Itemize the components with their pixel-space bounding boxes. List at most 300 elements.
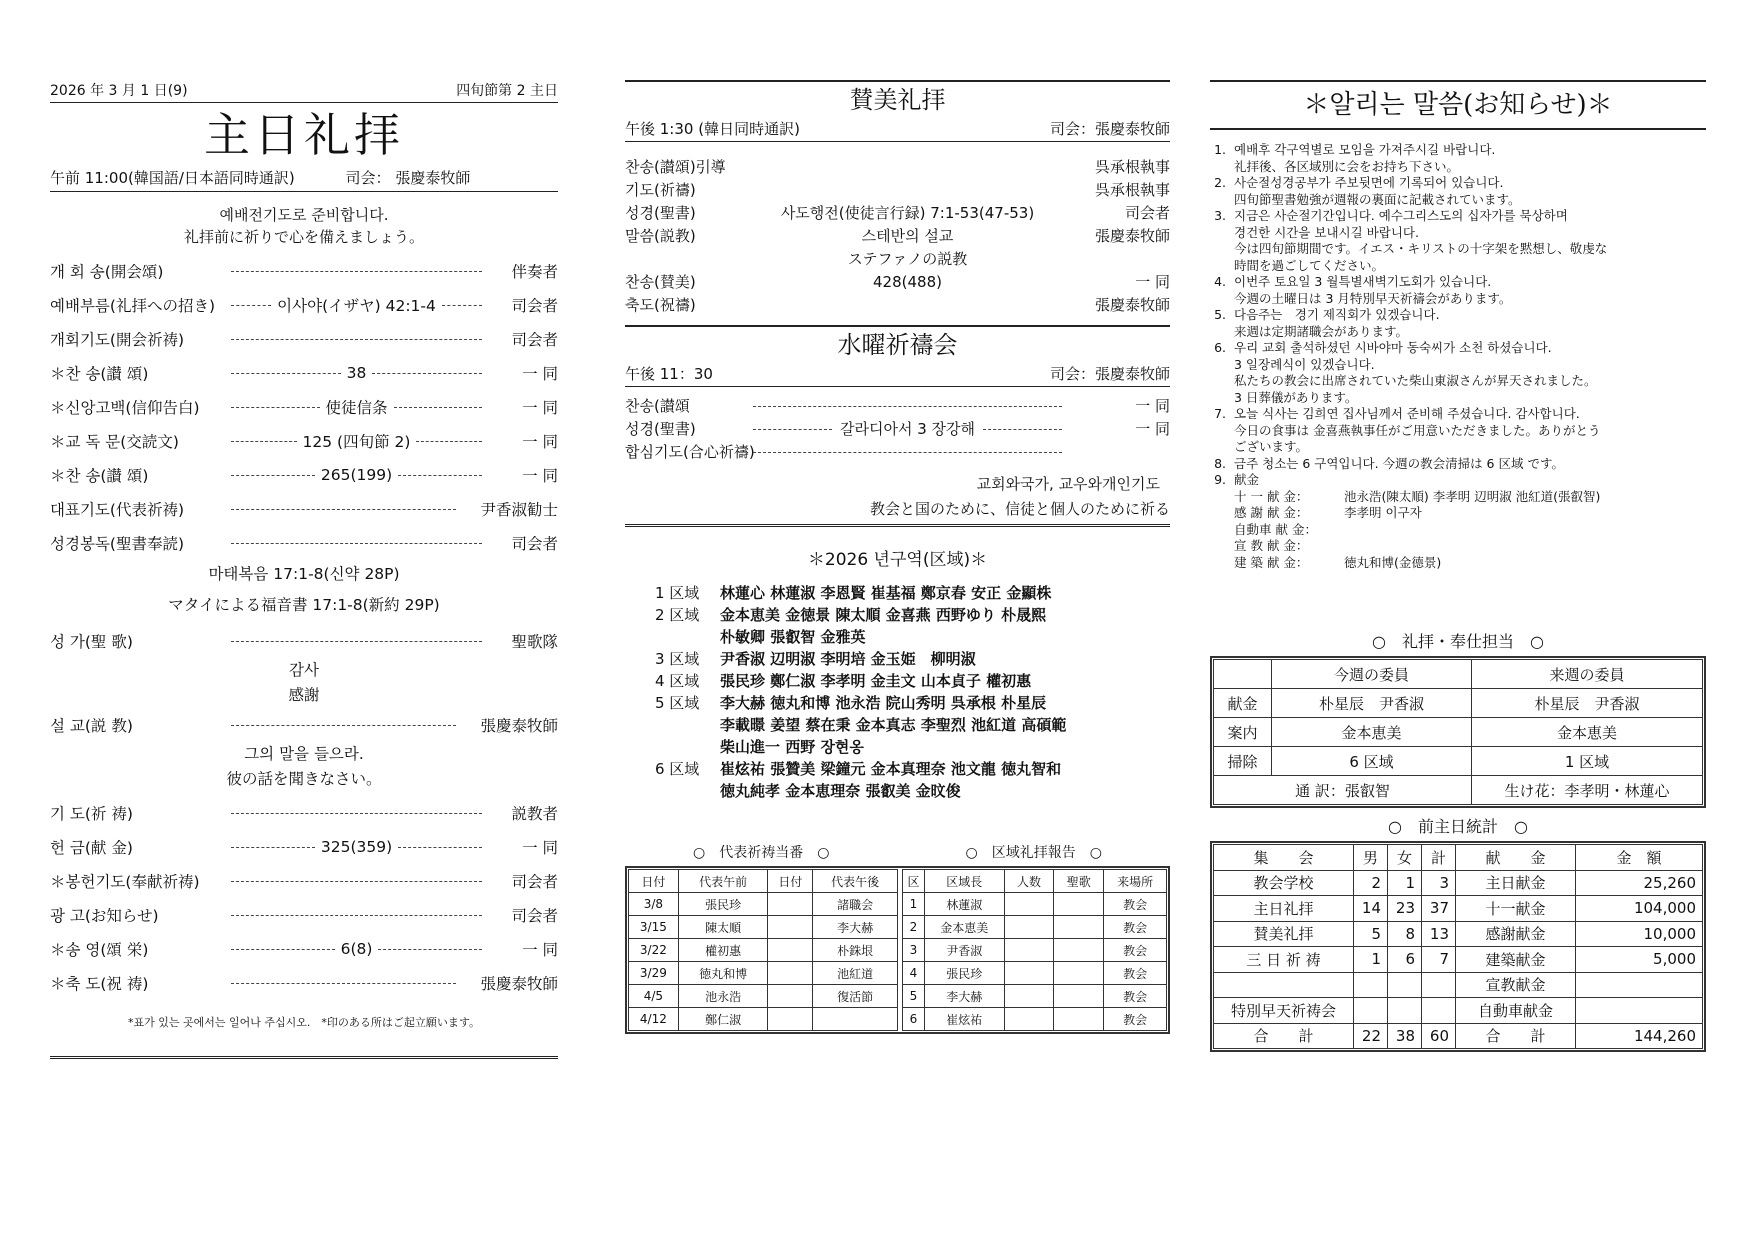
table-cell	[1004, 939, 1054, 962]
leader-dots	[442, 305, 482, 306]
scripture-jp: マタイによる福音書 17:1-8(新約 29P)	[168, 596, 440, 614]
order-item-name: ＊봉헌기도(奉献祈祷)	[50, 873, 200, 891]
notice-text	[1234, 175, 1706, 208]
offering-type: 感 謝 献 金：	[1234, 505, 1309, 520]
table-cell: 7	[1422, 947, 1456, 973]
table-cell	[1004, 1008, 1054, 1031]
leader-dots	[231, 983, 456, 984]
leader-dots	[753, 452, 1062, 453]
region-row	[625, 692, 1170, 714]
order-item-leader: 司会者	[511, 535, 558, 553]
program-leader: 張慶泰牧師	[1094, 227, 1170, 245]
table-cell: 2	[903, 916, 925, 939]
table-cell: 鄭仁淑	[678, 1008, 768, 1031]
order-item-detail	[225, 813, 488, 814]
region-report-row	[903, 916, 1167, 939]
order-item-detail	[225, 364, 488, 382]
region-number: 6 区域	[655, 760, 700, 778]
region-report-title: ○ 区域礼拝報告 ○	[965, 845, 1102, 861]
flowers-cell: 生け花：李孝明・林蓮心	[1472, 776, 1703, 805]
table-cell: 6	[903, 1008, 925, 1031]
stats-table-frame	[1210, 841, 1706, 1052]
table-cell: 主日礼拝	[1214, 896, 1354, 922]
region-number: 1 区域	[655, 584, 700, 602]
program-row	[625, 441, 1170, 464]
order-item	[50, 526, 558, 560]
table-cell: 3	[903, 939, 925, 962]
stats-row	[1214, 896, 1703, 922]
table-cell	[1388, 998, 1422, 1024]
table-cell: 3/29	[629, 962, 679, 985]
notice-line: 今日の食事は 金喜燕執事任がご用意いただきました。ありがとう	[1234, 422, 1601, 438]
table-cell: 教会学校	[1214, 870, 1354, 896]
table-cell: 建築献金	[1456, 947, 1576, 973]
order-item-sermon	[50, 708, 558, 742]
region-report-row	[903, 962, 1167, 985]
region-list	[625, 582, 1170, 802]
table-cell	[1054, 962, 1104, 985]
wednesday-topic-ko: 교회와국가, 교우와개인기도	[976, 475, 1160, 493]
duty-row	[1214, 689, 1703, 718]
notice-text	[1234, 472, 1706, 489]
leader-dots	[231, 949, 335, 950]
table-cell: 案内	[1214, 718, 1272, 747]
order-item-leader: 一 同	[522, 839, 558, 857]
program-leader: 一 同	[1135, 420, 1171, 438]
notice-line: 다음주는 경기 제직회가 있겠습니다.	[1234, 307, 1440, 322]
table-header-row	[1214, 660, 1703, 689]
region-report-row	[903, 985, 1167, 1008]
table-cell	[813, 1008, 898, 1031]
table-cell: 陳太順	[678, 916, 768, 939]
table-cell	[1576, 998, 1703, 1024]
program-leader: 一 同	[1135, 397, 1170, 415]
order-item	[50, 492, 558, 526]
leader-dots	[231, 441, 297, 442]
program-part: 찬송(讃頌	[625, 397, 690, 415]
region-members: 金本恵美 金徳景 陳太順 金喜燕 西野ゆり 朴晟熙	[720, 606, 1047, 624]
order-item-name: 성경봉독(聖書奉読)	[50, 535, 184, 553]
order-item-leader: 一 同	[522, 433, 558, 451]
table-cell	[768, 916, 813, 939]
page-title: 主日礼拝	[204, 108, 404, 162]
notice-item	[1210, 406, 1706, 456]
table-cell: 2	[1354, 870, 1388, 896]
table-cell: 三 日 祈 祷	[1214, 947, 1354, 973]
order-item	[50, 288, 558, 322]
table-header-cell: 今週の委員	[1272, 660, 1472, 689]
table-header-cell: 献 金	[1456, 845, 1576, 871]
order-item-name: ＊신앙고백(信仰告白)	[50, 399, 200, 417]
order-item	[50, 322, 558, 356]
table-cell: 23	[1388, 896, 1422, 922]
prayer-duty-row	[629, 939, 898, 962]
notice-item	[1210, 175, 1706, 208]
table-header-cell: 男	[1354, 845, 1388, 871]
leader-dots	[398, 847, 482, 848]
notices-title: ＊알리는 말씀(お知らせ)＊	[1210, 82, 1706, 130]
table-header-cell: 金 額	[1576, 845, 1703, 871]
notice-line: 사순절성경공부가 주보뒷면에 기록되어 있습니다.	[1234, 175, 1504, 190]
order-item-leader: 司会者	[511, 907, 558, 925]
anthem-title-ko: 감사	[289, 661, 319, 679]
praise-worship-info	[625, 118, 1170, 142]
table-cell: 林蓮淑	[924, 893, 1004, 916]
order-item-name: ＊송 영(頌 栄)	[50, 941, 149, 959]
offering-type: 宣 教 献 金：	[1234, 538, 1309, 553]
program-row	[625, 179, 1170, 202]
notice-line: 今週の土曜日は 3 月特別早天祈禱会があります。	[1234, 290, 1512, 306]
order-item-name: 기 도(祈 祷)	[50, 805, 133, 823]
leader-dots	[231, 813, 482, 814]
table-cell: 復活節	[813, 985, 898, 1008]
standing-note: *표가 있는 곳에서는 일어나 주십시오. *印のある所はご起立願います。	[128, 1016, 480, 1029]
table-cell: 金本恵美	[1472, 718, 1703, 747]
table-cell: 144,260	[1576, 1023, 1703, 1049]
region-report-row	[903, 893, 1167, 916]
praise-and-prayer-column	[625, 80, 1170, 1034]
notice-number: 7.	[1214, 406, 1226, 421]
table-header-cell: 来場所	[1104, 870, 1167, 893]
prayer-duty-row	[629, 985, 898, 1008]
order-item-name: 예배부름(礼拝への招き)	[50, 297, 215, 315]
notice-line: 경건한 시간을 보내시길 바랍니다.	[1234, 224, 1419, 240]
notice-item	[1210, 472, 1706, 489]
service-time: 午前 11:00(韓国語/日本語同時通訳)	[50, 169, 295, 187]
table-cell: 1	[1354, 947, 1388, 973]
table-cell: 朴星辰 尹香淑	[1272, 689, 1472, 718]
table-cell: 掃除	[1214, 747, 1272, 776]
notice-line: 예배후 각구역별로 모임을 가져주시길 바랍니다.	[1234, 142, 1496, 157]
table-header-cell: 代表午前	[678, 870, 768, 893]
program-detail	[745, 156, 1070, 179]
order-item-leader: 一 同	[522, 941, 558, 959]
region-members: 徳丸純孝 金本恵理奈 張叡美 金旼俊	[720, 782, 961, 800]
region-number	[655, 780, 720, 802]
order-item-leader: 司会者	[511, 331, 558, 349]
stats-row	[1214, 998, 1703, 1024]
order-item-value: 125 (四旬節 2)	[302, 433, 411, 451]
region-members: 崔炫祐 張贊美 梁鐘元 金本真理奈 池文龍 徳丸智和	[720, 760, 1062, 778]
praise-time: 午後 1:30 (韓日同時通訳)	[625, 120, 800, 138]
order-item-leader: 尹香淑勧士	[480, 501, 558, 519]
order-item	[50, 254, 558, 288]
table-cell: 3/8	[629, 893, 679, 916]
order-of-worship-part1	[50, 254, 558, 560]
notice-line: 지금은 사순절기간입니다. 예수그리스도의 십자가를 묵상하며	[1234, 208, 1568, 223]
prayer-duty-title: ○ 代表祈祷当番 ○	[693, 845, 830, 861]
table-cell: 十一献金	[1456, 896, 1576, 922]
order-item-name: 대표기도(代表祈祷)	[50, 501, 184, 519]
order-item	[50, 966, 558, 1000]
table-cell: 合 計	[1214, 1023, 1354, 1049]
table-cell: 8	[1388, 921, 1422, 947]
prayer-duty-row	[629, 962, 898, 985]
service-info	[50, 167, 558, 192]
table-header-cell: 集 会	[1214, 845, 1354, 871]
table-cell: 主日献金	[1456, 870, 1576, 896]
order-item-detail	[225, 940, 488, 958]
duty-footer-row	[1214, 776, 1703, 805]
order-item-name: 개 회 송(開会頌)	[50, 263, 164, 281]
stats-title: ○ 前主日統計 ○	[1388, 817, 1528, 836]
leader-dots	[231, 881, 482, 882]
program-part	[625, 248, 745, 271]
wednesday-time: 午後 11：30	[625, 365, 713, 383]
table-cell	[768, 893, 813, 916]
leader-dots	[231, 509, 456, 510]
table-cell: 金本恵美	[924, 916, 1004, 939]
table-cell: 6 区域	[1272, 747, 1472, 776]
order-item-detail	[225, 509, 462, 510]
table-cell: 3	[1422, 870, 1456, 896]
table-cell	[1004, 985, 1054, 1008]
leader-dots	[416, 441, 482, 442]
tables-frame	[625, 866, 1170, 1034]
order-item-detail	[225, 915, 488, 916]
order-item-detail	[225, 466, 488, 484]
program-leader	[1070, 248, 1170, 271]
notice-number: 1.	[1214, 142, 1226, 157]
program-row	[625, 156, 1170, 179]
order-of-worship-part2	[50, 796, 558, 1000]
order-item-leader: 聖歌隊	[511, 633, 558, 651]
table-cell: 37	[1422, 896, 1456, 922]
region-number: 5 区域	[655, 694, 700, 712]
table-cell: 献金	[1214, 689, 1272, 718]
stats-row	[1214, 972, 1703, 998]
program-row	[625, 271, 1170, 294]
table-header-cell: 来週の委員	[1472, 660, 1703, 689]
program-row	[625, 395, 1170, 418]
region-number: 4 区域	[655, 672, 700, 690]
order-item-detail	[225, 396, 488, 418]
order-item-detail	[225, 983, 462, 984]
table-header-cell	[1214, 660, 1272, 689]
notice-line: 時間を過ごしてください。	[1234, 257, 1385, 273]
order-item	[50, 424, 558, 458]
table-cell: 賛美礼拝	[1214, 921, 1354, 947]
order-item-detail	[225, 430, 488, 452]
table-cell	[1422, 972, 1456, 998]
leader-dots	[231, 339, 482, 340]
order-item-leader: 伴奏者	[511, 263, 558, 281]
wednesday-program	[625, 395, 1170, 464]
table-cell	[1576, 972, 1703, 998]
leader-dots	[231, 915, 482, 916]
notice-item	[1210, 340, 1706, 406]
order-item-leader: 張慶泰牧師	[480, 717, 558, 735]
table-cell: 4/12	[629, 1008, 679, 1031]
program-part: 말씀(説教)	[625, 227, 696, 245]
notice-number: 6.	[1214, 340, 1226, 355]
program-part: 합심기도(合心祈禱)	[625, 443, 755, 461]
region-number: 2 区域	[655, 606, 700, 624]
table-cell: 22	[1354, 1023, 1388, 1049]
program-row	[625, 248, 1170, 271]
table-cell: 3/15	[629, 916, 679, 939]
program-leader: 司会者	[1124, 204, 1170, 222]
table-cell: 張民珍	[924, 962, 1004, 985]
notice-number: 2.	[1214, 175, 1226, 190]
stats-row	[1214, 870, 1703, 896]
order-item-anthem	[50, 624, 558, 658]
notice-item	[1210, 456, 1706, 473]
table-header-cell: 女	[1388, 845, 1422, 871]
notice-line: 금주 청소는 6 구역입니다. 今週の教会清掃は 6 区域 です。	[1234, 455, 1564, 471]
order-item-value: 265(199)	[320, 466, 393, 484]
region-members: 李大赫 徳丸和博 池永浩 院山秀明 呉承根 朴星辰	[720, 694, 1047, 712]
order-item-value: 이사야(イザヤ) 42:1-4	[277, 297, 436, 315]
order-item	[50, 390, 558, 424]
order-item-leader: 張慶泰牧師	[480, 975, 558, 993]
program-detail: 428(488)	[873, 273, 942, 291]
interpreter-cell: 通 訳：張叡智	[1214, 776, 1472, 805]
sunday-worship-column	[50, 80, 558, 1059]
order-item-name: ＊축 도(祝 祷)	[50, 975, 149, 993]
praise-host: 司会：張慶泰牧師	[1049, 120, 1170, 138]
order-item-name: 설 교(説 教)	[50, 717, 133, 735]
region-row	[625, 604, 1170, 626]
offering-row	[1210, 538, 1706, 555]
table-cell: 宣教献金	[1456, 972, 1576, 998]
region-members: 林蓮心 林蓮淑 李恩賢 崔基福 鄭京春 安正 金顯株	[720, 584, 1052, 602]
wednesday-topic-jp: 教会と国のために、信徒と個人のために祈る	[869, 500, 1170, 518]
leader-dots	[983, 429, 1062, 430]
offering-row	[1210, 489, 1706, 506]
notice-item	[1210, 307, 1706, 340]
table-header-cell: 代表午後	[813, 870, 898, 893]
table-cell: 教会	[1104, 1008, 1167, 1031]
region-row	[625, 582, 1170, 604]
table-cell: 4	[903, 962, 925, 985]
table-header-cell: 人数	[1004, 870, 1054, 893]
offering-list	[1210, 489, 1706, 572]
notice-number: 5.	[1214, 307, 1226, 322]
region-members: 尹香淑 辺明淑 李明培 金玉姫 柳明淑	[720, 650, 976, 668]
table-cell: 104,000	[1576, 896, 1703, 922]
table-cell: 朴銖垠	[813, 939, 898, 962]
table-cell: 6	[1388, 947, 1422, 973]
table-cell	[1354, 998, 1388, 1024]
table-cell	[768, 962, 813, 985]
prayer-duty-row	[629, 916, 898, 939]
table-cell: 朴星辰 尹香淑	[1472, 689, 1703, 718]
order-item-leader: 一 同	[522, 365, 558, 383]
order-item	[50, 356, 558, 390]
offering-names: 池永浩(陳太順) 李孝明 辺明淑 池紅道(張叡智)	[1344, 488, 1601, 504]
order-item	[50, 932, 558, 966]
program-detail: 갈라디아서 3 장강해	[840, 420, 976, 438]
program-row	[625, 202, 1170, 225]
program-row	[625, 418, 1170, 441]
stats-row	[1214, 921, 1703, 947]
program-part: 성경(聖書)	[625, 204, 696, 222]
region-row	[625, 670, 1170, 692]
stats-table	[1213, 844, 1703, 1049]
notice-line: 私たちの教会に出席されていた柴山東淑さんが昇天されました。	[1234, 373, 1597, 388]
stats-row	[1214, 947, 1703, 973]
order-item-name: 개회기도(開会祈祷)	[50, 331, 184, 349]
table-cell: 5	[1354, 921, 1388, 947]
table-cell: 諸職会	[813, 893, 898, 916]
table-cell	[768, 985, 813, 1008]
section-rule	[625, 524, 1170, 527]
table-cell	[1354, 972, 1388, 998]
table-cell: 25,260	[1576, 870, 1703, 896]
leader-dots	[231, 271, 482, 272]
leader-dots	[231, 373, 341, 374]
notice-line: 今は四旬節期間です。イエス・キリストの十字架を黙想し、敬虔な	[1234, 241, 1608, 256]
praise-worship-title: 賛美礼拝	[849, 86, 946, 114]
region-row	[625, 626, 1170, 648]
region-members: 朴敏卿 張叡智 金雅英	[720, 628, 866, 646]
notice-line: 3 일장례식이 있겠습니다.	[1234, 356, 1375, 372]
order-item	[50, 796, 558, 830]
notice-line: 이번주 토요일 3 월특별새벽기도회가 있습니다.	[1234, 274, 1492, 289]
table-cell: 5,000	[1576, 947, 1703, 973]
order-item-leader: 司会者	[511, 873, 558, 891]
table-header-cell: 日付	[768, 870, 813, 893]
table-header-row	[903, 870, 1167, 893]
region-report-table	[902, 869, 1167, 1031]
leader-dots	[372, 373, 482, 374]
order-item-name: 헌 금(献 金)	[50, 839, 133, 857]
order-item	[50, 830, 558, 864]
table-cell	[1054, 939, 1104, 962]
table-cell: 特別早天祈祷会	[1214, 998, 1354, 1024]
region-row	[625, 714, 1170, 736]
table-cell	[1054, 1008, 1104, 1031]
program-row	[625, 294, 1170, 317]
table-header-cell: 聖歌	[1054, 870, 1104, 893]
liturgical-season: 四旬節第 2 主日	[456, 83, 558, 99]
table-cell: 自動車献金	[1456, 998, 1576, 1024]
table-cell	[768, 939, 813, 962]
order-item-value: 6(8)	[340, 940, 373, 958]
table-cell: 張民珍	[678, 893, 768, 916]
table-cell: 5	[903, 985, 925, 1008]
order-item-name: ＊찬 송(讃 頌)	[50, 365, 149, 383]
table-cell: 教会	[1104, 962, 1167, 985]
program-part: 찬송(讃頌)引導	[625, 158, 726, 176]
notice-number: 9.	[1214, 472, 1226, 487]
table-cell	[1422, 998, 1456, 1024]
leader-dots	[231, 407, 320, 408]
leader-dots	[231, 847, 315, 848]
table-cell: 1	[1388, 870, 1422, 896]
leader-dots	[398, 475, 482, 476]
order-item-leader: 説教者	[511, 805, 558, 823]
duty-row	[1214, 718, 1703, 747]
region-number	[655, 714, 720, 736]
offering-names: 李孝明 이구자	[1344, 505, 1422, 520]
notice-list	[1210, 142, 1706, 489]
duty-row	[1214, 747, 1703, 776]
table-cell: 3/22	[629, 939, 679, 962]
table-header-cell: 区	[903, 870, 925, 893]
duty-title: ○ 礼拝・奉仕担当 ○	[1372, 632, 1544, 651]
order-item-value: 使徒信条	[325, 399, 388, 417]
notice-line: 礼拝後、各区域別に会をお持ち下さい。	[1234, 158, 1460, 174]
notices-column	[1210, 80, 1706, 1052]
table-cell	[1214, 972, 1354, 998]
duty-table	[1213, 659, 1703, 805]
table-cell: 池永浩	[678, 985, 768, 1008]
table-cell: 徳丸和博	[678, 962, 768, 985]
table-cell: 李大赫	[813, 916, 898, 939]
offering-row	[1210, 505, 1706, 522]
